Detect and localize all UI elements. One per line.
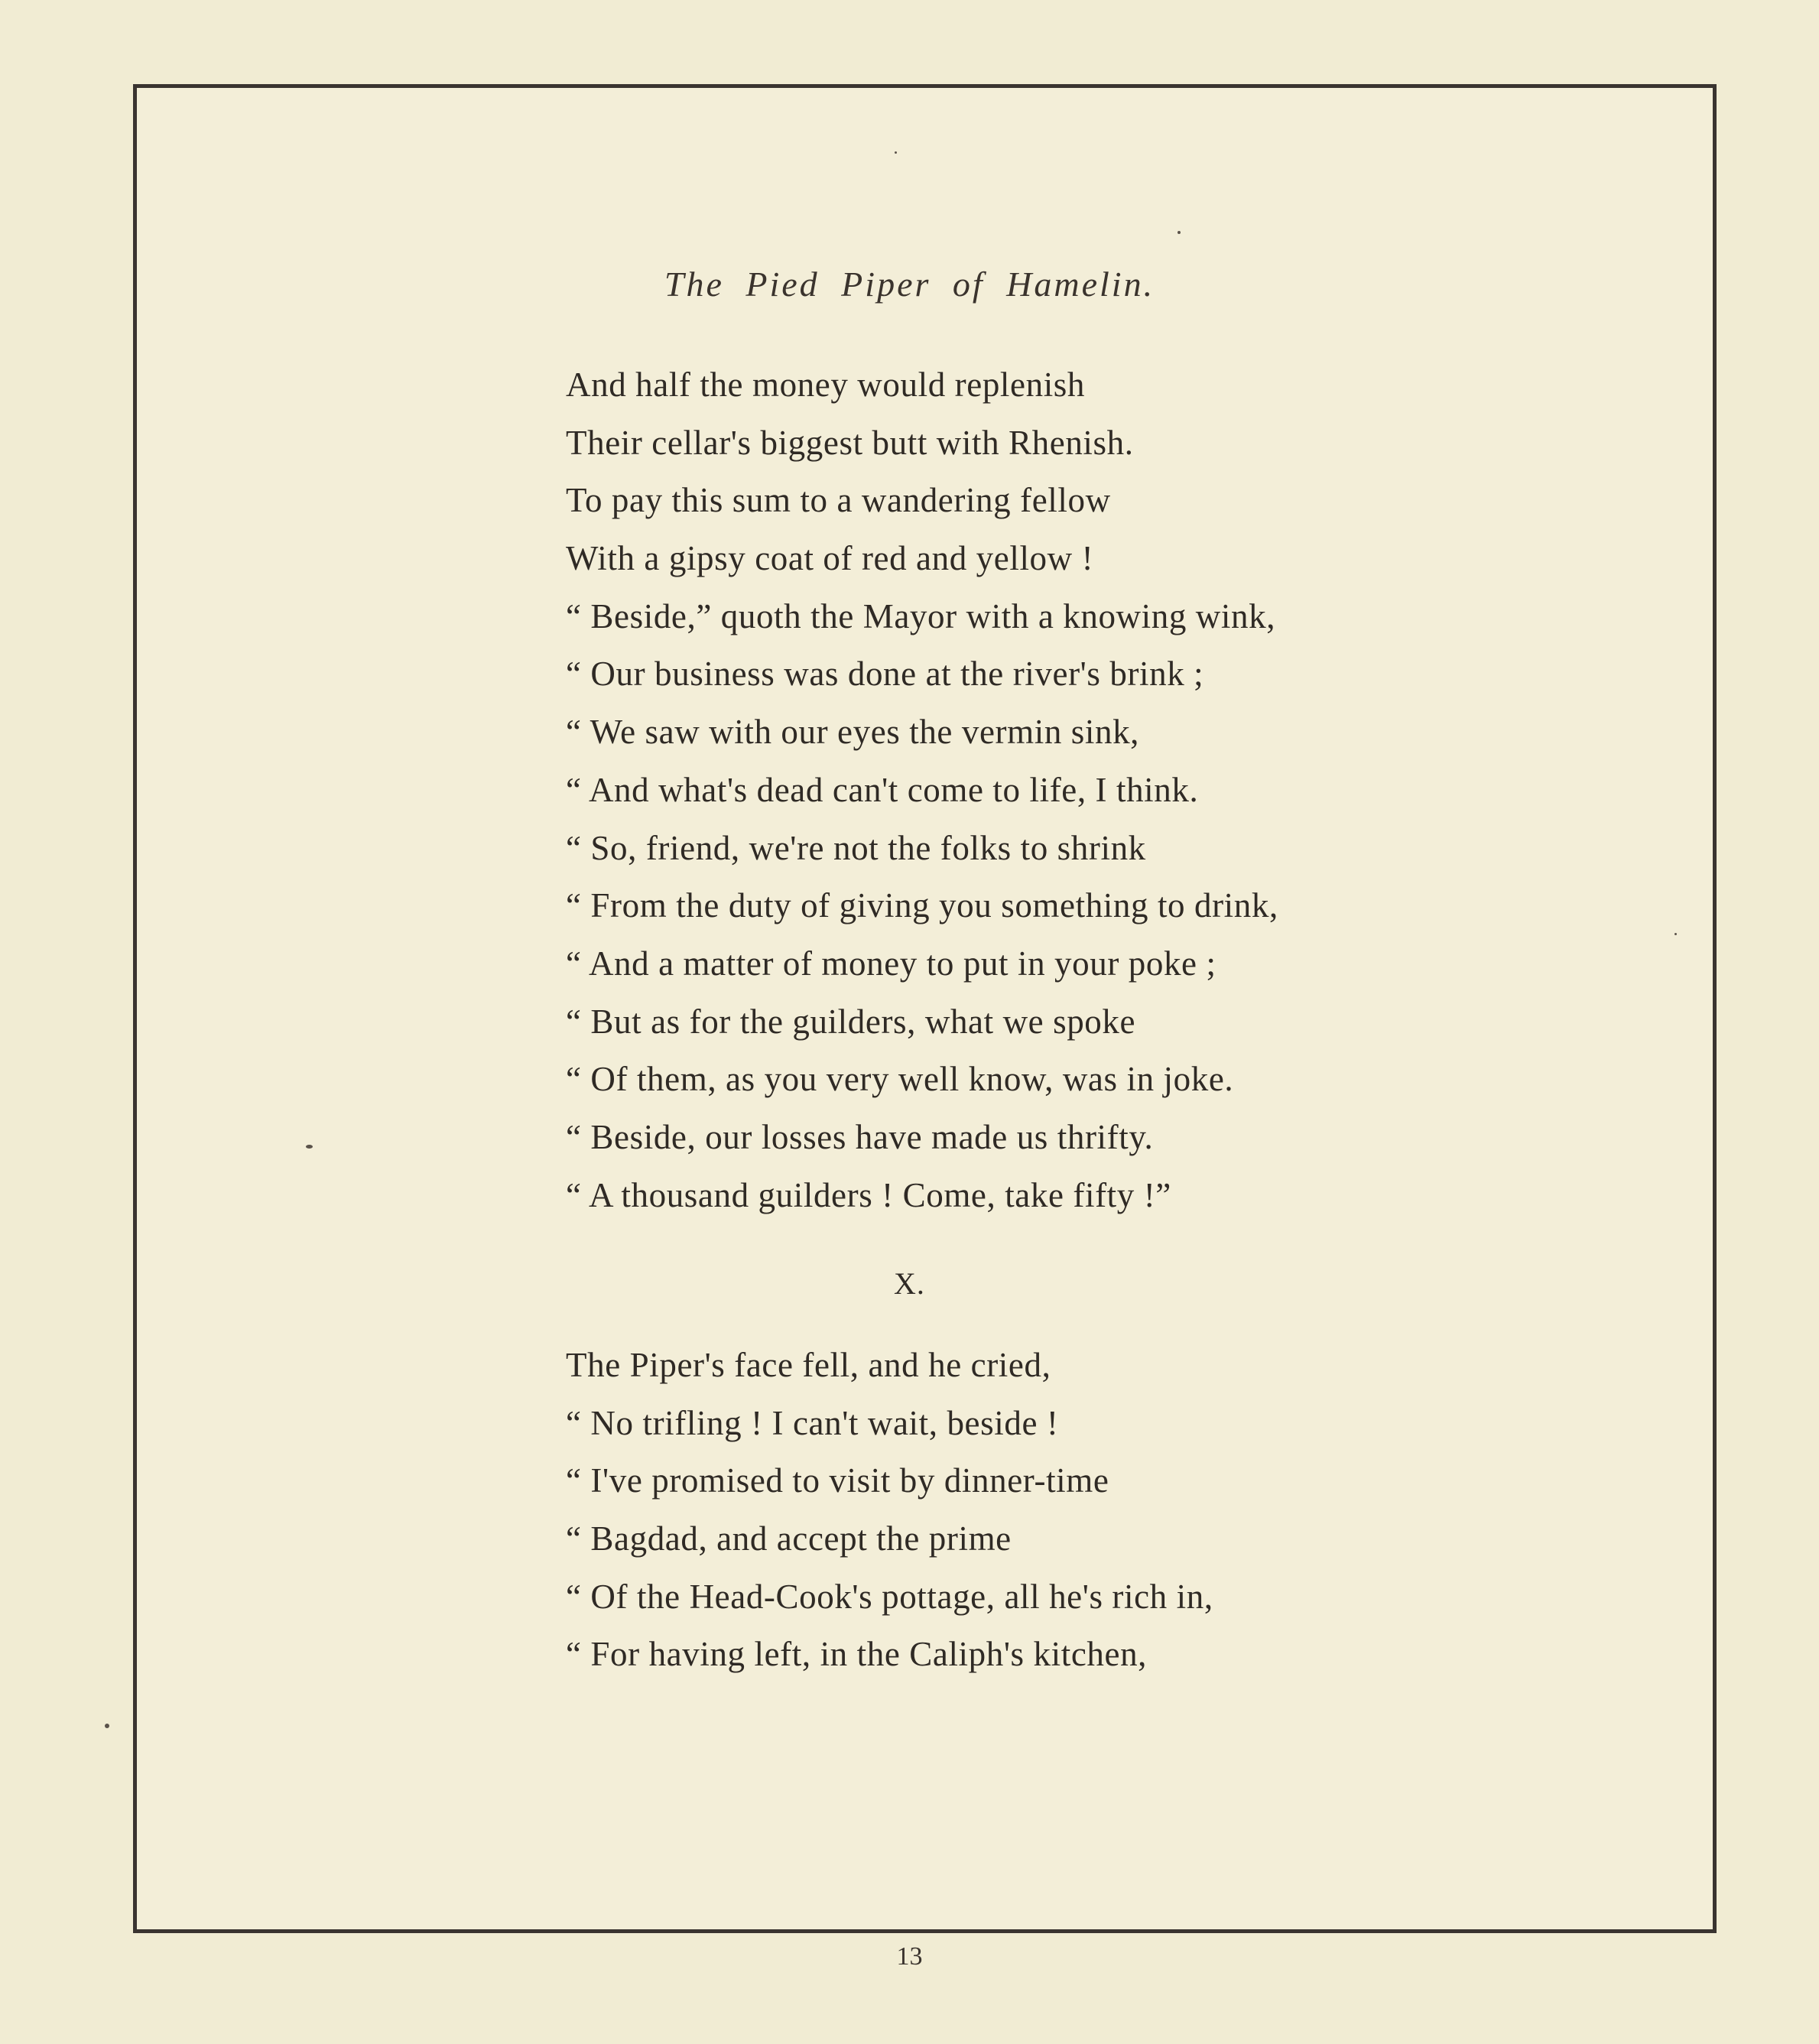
paper-speck — [895, 151, 897, 154]
verse-line: Their cellar's biggest butt with Rhenish. — [566, 423, 1134, 462]
verse-line: “ But as for the guilders, what we spoke — [566, 1002, 1136, 1041]
stanza-before — [566, 356, 1278, 1224]
verse-line: “ I've promised to visit by dinner-time — [566, 1461, 1109, 1500]
paper-speck — [1177, 231, 1181, 234]
verse-line: “ And what's dead can't come to life, I think. — [566, 770, 1199, 809]
verse-line: “ Beside, our losses have made us thrifty. — [566, 1117, 1154, 1156]
verse-line: “ Bagdad, and accept the prime — [566, 1519, 1012, 1558]
verse-line: “ Our business was done at the river's brink ; — [566, 655, 1204, 694]
verse-line: “ No trifling ! I can't wait, beside ! — [566, 1403, 1059, 1442]
verse-line: “ So, friend, we're not the folks to shrink — [566, 828, 1146, 867]
verse-line: “ A thousand guilders ! Come, take fifty !” — [566, 1175, 1171, 1214]
verse-line: “ And a matter of money to put in your poke ; — [566, 944, 1216, 983]
section-numeral: X. — [894, 1266, 925, 1301]
verse-line: “ From the duty of giving you something to drink, — [566, 886, 1278, 925]
verse-line: “ For having left, in the Caliph's kitchen, — [566, 1635, 1148, 1674]
verse-line: And half the money would replenish — [566, 366, 1086, 404]
verse-line: To pay this sum to a wandering fellow — [566, 481, 1111, 520]
paper-speck — [105, 1724, 109, 1728]
verse-line: The Piper's face fell, and he cried, — [566, 1346, 1051, 1384]
verse-line: “ We saw with our eyes the vermin sink, — [566, 713, 1140, 752]
stanza-after — [566, 1337, 1213, 1684]
verse-line: “ Of the Head-Cook's pottage, all he's rich in, — [566, 1577, 1213, 1616]
paper-speck — [306, 1145, 313, 1149]
page-number: 13 — [896, 1942, 923, 1971]
paper-speck — [1674, 933, 1677, 935]
verse-line: “ Of them, as you very well know, was in joke. — [566, 1060, 1234, 1099]
running-title: The Pied Piper of Hamelin. — [664, 265, 1155, 304]
verse-line: “ Beside,” quoth the Mayor with a knowing wink, — [566, 596, 1276, 635]
verse-line: With a gipsy coat of red and yellow ! — [566, 539, 1094, 578]
